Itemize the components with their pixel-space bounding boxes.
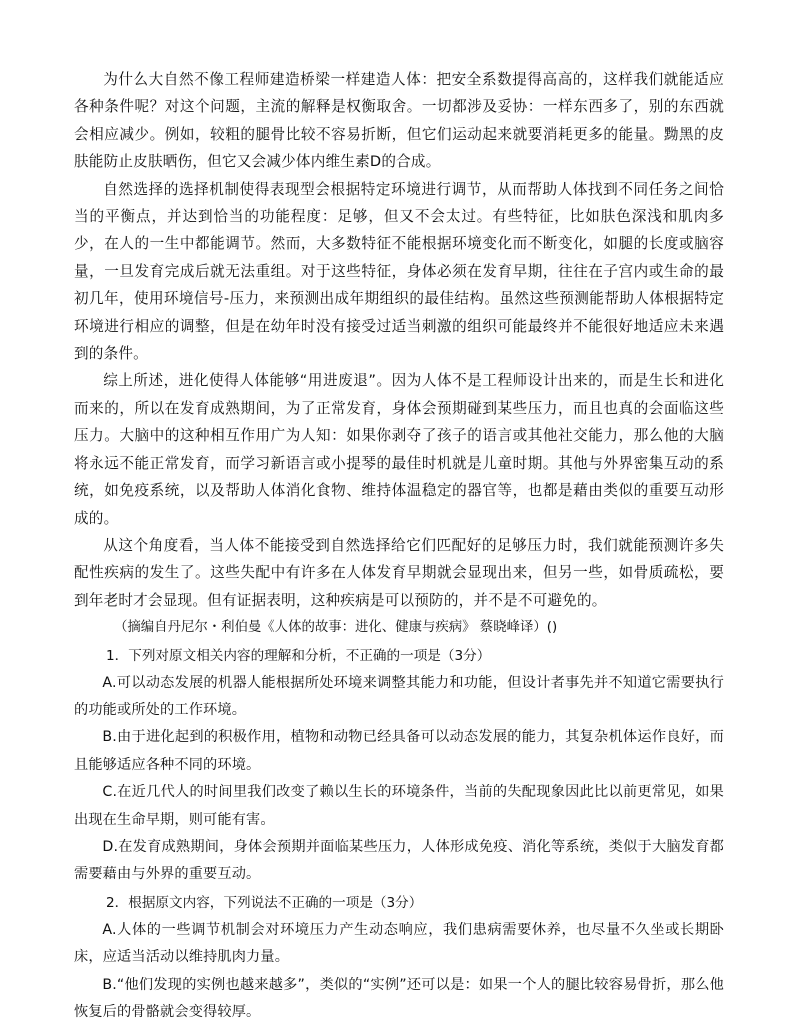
question-2-option-a: A.人体的一些调节机制会对环境压力产生动态响应，我们患病需要休养，也尽量不久坐或长期卧床，应适当活动以维持肌肉力量。 [74, 921, 724, 966]
question-1-option-c: C.在近几代人的时间里我们改变了赖以生长的环境条件，当前的失配现象因此比以前更常见，如果出现在生命早期，则可能有害。 [74, 784, 724, 828]
passage-paragraph-1: 为什么大自然不像工程师建造桥梁一样建造人体：把安全系数提得高高的，这样我们就能适应各种条件呢？对这个问题，主流的解释是权衡取舍。一切都涉及妥协：一样东西多了，别的东西就会相应减少。例如，较粗的腿骨比较不容易折断，但它们运动起来就要消耗更多的能量。黝黑的皮肤能防止皮肤晒伤，但它又会减少体内维生素D的合成。 [74, 71, 724, 171]
question-1-option-b: B.由于进化起到的积极作用，植物和动物已经具备可以动态发展的能力，其复杂机体运作良好，而且能够适应各种不同的环境。 [74, 729, 724, 773]
passage-paragraph-3: 综上所述，进化使得人体能够“用进废退”。因为人体不是工程师设计出来的，而是生长和进化而来的，所以在发育成熟期间，为了正常发育，身体会预期碰到某些压力，而且也真的会面临这些压力。大脑中的这种相互作用广为人知：如果你剥夺了孩子的语言或其他社交能力，那么他的大脑将永远不能正常发育，而学习新语言或小提琴的最佳时机就是儿童时期。其他与外界密集互动的系统，如免疫系统，以及帮助人体消化食物、维持体温稳定的器官等，也都是藉由类似的重要互动形成的。 [74, 372, 724, 527]
question-1-option-d: D.在发育成熟期间，身体会预期并面临某些压力，人体形成免疫、消化等系统，类似于大脑发育都需要藉由与外界的重要互动。 [74, 838, 724, 883]
question-1-option-a: A.可以动态发展的机器人能根据所处环境来调整其能力和功能，但设计者事先并不知道它需要执行的功能或所处的工作环境。 [74, 674, 724, 718]
passage-source: （摘编自丹尼尔・利伯曼《人体的故事：进化、健康与疾病》 蔡晓峰译）() [114, 620, 558, 636]
question-1-stem: 1．下列对原文相关内容的理解和分析，不正确的一项是（3分） [106, 647, 491, 664]
passage-paragraph-4: 从这个角度看，当人体不能接受到自然选择给它们匹配好的足够压力时，我们就能预测许多失配性疾病的发生了。这些失配中有许多在人体发育早期就会显现出来，但另一些，如骨质疏松，要到年老时才会显现。但有证据表明，这种疾病是可以预防的，并不是不可避免的。 [74, 536, 724, 609]
document-page [74, 66, 724, 1026]
question-1 [74, 642, 724, 889]
question-2-option-b: B.“他们发现的实例也越来越多”，类似的“实例”还可以是：如果一个人的腿比较容易骨折，那么他恢复后的骨骼就会变得较厚。 [74, 976, 724, 1020]
passage [74, 66, 724, 642]
passage-paragraph-2: 自然选择的选择机制使得表现型会根据特定环境进行调节，从而帮助人体找到不同任务之间恰当的平衡点，并达到恰当的功能程度：足够，但又不会太过。有些特征，比如肤色深浅和肌肉多少，在人的一生中都能调节。然而，大多数特征不能根据环境变化而不断变化，如腿的长度或脑容量，一旦发育完成后就无法重组。对于这些特征，身体必须在发育早期，往往在子宫内或生命的最初几年，使用环境信号-压力，来预测出成年期组织的最佳结构。虽然这些预测能帮助人体根据特定环境进行相应的调整，但是在幼年时没有接受过适当刺激的组织可能最终并不能很好地适应未来遇到的条件。 [74, 180, 724, 363]
question-2-stem: 2．根据原文内容，下列说法不正确的一项是（3分） [106, 894, 423, 911]
question-2 [74, 889, 724, 1027]
